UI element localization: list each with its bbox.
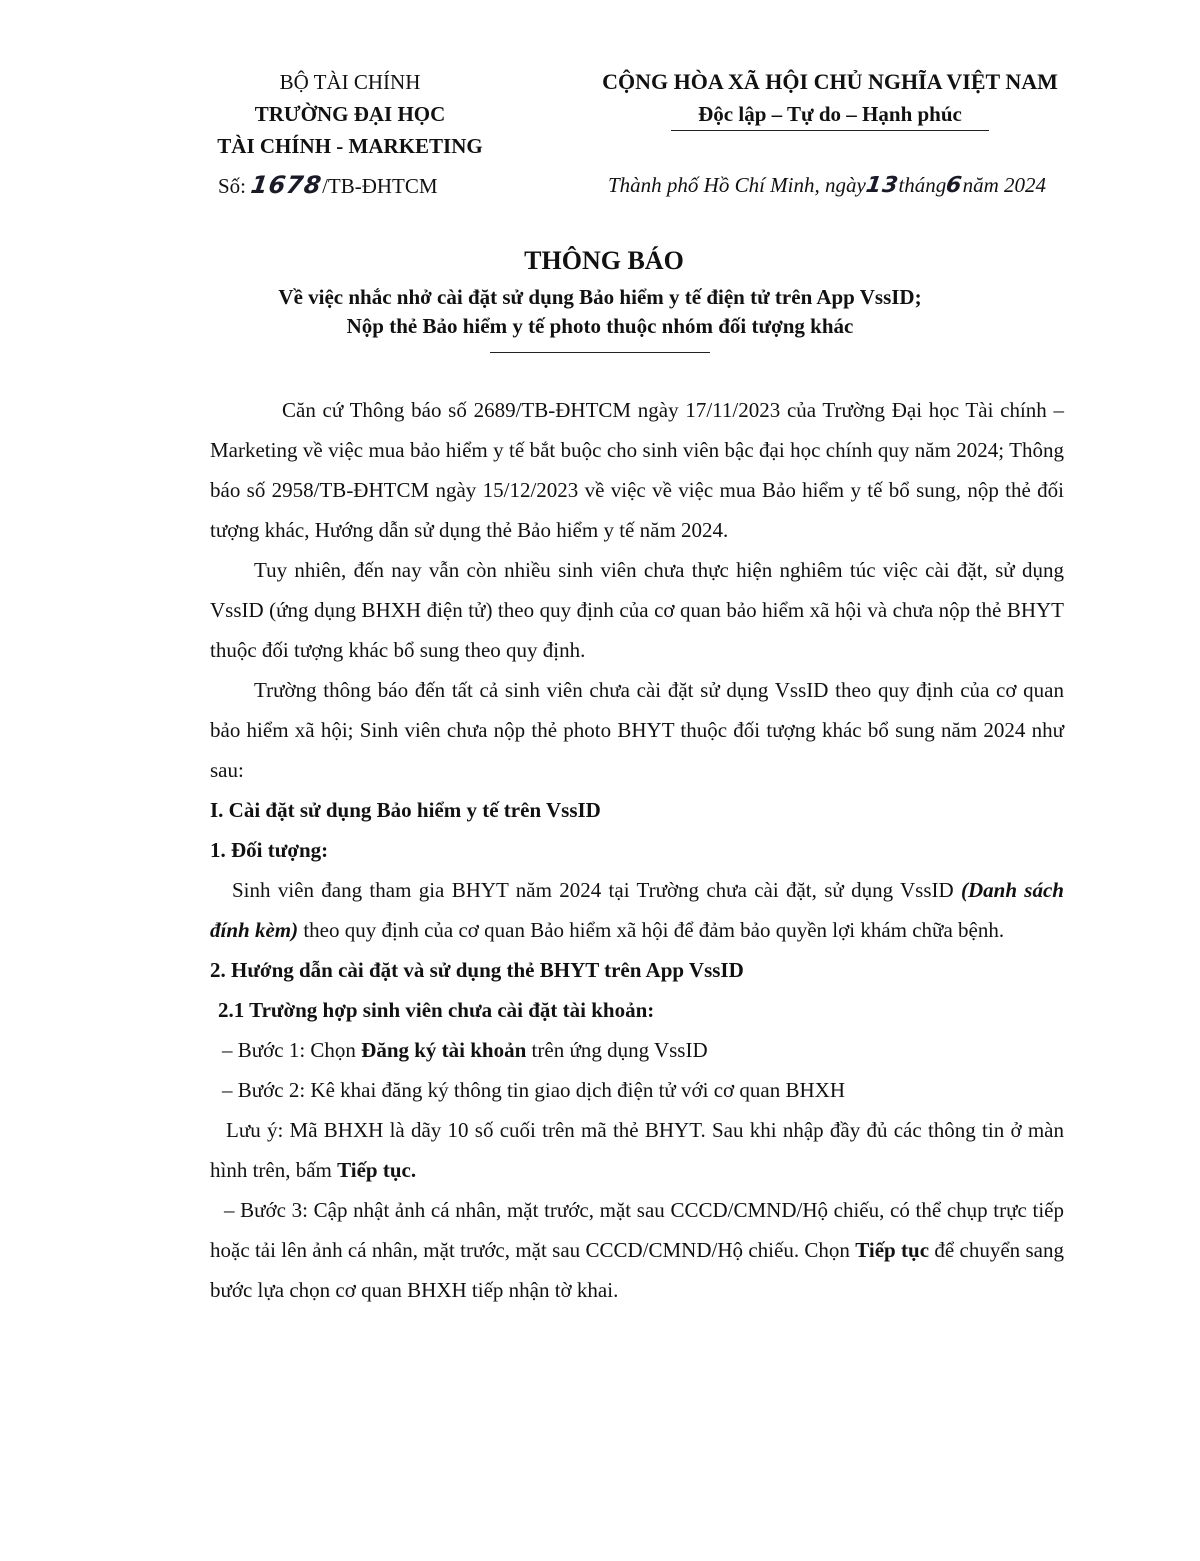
date-day-handwritten: 13 (864, 173, 901, 198)
document-body (210, 390, 1064, 1310)
target-text-start: Sinh viên đang tham gia BHYT năm 2024 tại Trường chưa cài đặt, sử dụng VssID (232, 878, 961, 902)
date-prefix: Thành phố Hồ Chí Minh, ngày (608, 173, 866, 197)
subitem-heading-2-1: 2.1 Trường hợp sinh viên chưa cài đặt tài khoản: (218, 998, 655, 1022)
republic-name: CỘNG HÒA XÃ HỘI CHỦ NGHĨA VIỆT NAM (602, 69, 1058, 94)
paragraph-however: Tuy nhiên, đến nay vẫn còn nhiều sinh viên chưa thực hiện nghiêm túc việc cài đặt, sử dụng VssID (ứng dụng BHXH điện tử) theo quy định của cơ quan bảo hiểm xã hội và chưa nộp thẻ BHYT thuộc đối tượng khác bổ sung theo quy định. (210, 558, 1064, 662)
item-heading-2: 2. Hướng dẫn cài đặt và sử dụng thẻ BHYT trên App VssID (210, 958, 744, 982)
note-bold: Tiếp tục. (337, 1158, 417, 1182)
doc-number-handwritten: 1678 (249, 171, 325, 199)
paragraph-announcement: Trường thông báo đến tất cả sinh viên chưa cài đặt sử dụng VssID theo quy định của cơ quan bảo hiểm xã hội; Sinh viên chưa nộp thẻ photo BHYT thuộc đối tượng khác bổ sung năm 2024 như sau: (210, 678, 1064, 782)
doc-number-suffix: /TB-ĐHTCM (322, 174, 438, 198)
motto-underline (671, 130, 989, 131)
school-name-line2: TÀI CHÍNH - MARKETING (217, 134, 483, 158)
doc-number-label: Số: (218, 174, 247, 198)
section-heading-1: I. Cài đặt sử dụng Bảo hiểm y tế trên VssID (210, 798, 601, 822)
attached-list-note: (Danh sách đính kèm) (210, 878, 1064, 942)
paragraph-basis: Căn cứ Thông báo số 2689/TB-ĐHTCM ngày 17/11/2023 của Trường Đại học Tài chính – Marketing về việc mua bảo hiểm y tế bắt buộc cho sinh viên bậc đại học chính quy năm 2024; Thông báo số 2958/TB-ĐHTCM ngày 15/12/2023 về việc về việc mua Bảo hiểm y tế bổ sung, nộp thẻ đối tượng khác, Hướng dẫn sử dụng thẻ Bảo hiểm y tế năm 2024. (210, 398, 1064, 542)
document-title: THÔNG BÁO (524, 246, 684, 275)
step-2: – Bước 2: Kê khai đăng ký thông tin giao dịch điện tử với cơ quan BHXH (222, 1078, 845, 1102)
subtitle-line1: Về việc nhắc nhở cài đặt sử dụng Bảo hiểm y tế điện tử trên App VssID; (278, 285, 922, 309)
step3-bold: Tiếp tục (855, 1238, 930, 1262)
subtitle-line2: Nộp thẻ Bảo hiểm y tế photo thuộc nhóm đối tượng khác (346, 314, 854, 338)
step-1 (210, 1030, 1064, 1070)
step3-text-end: để chuyển sang bước lựa chọn cơ quan BHXH tiếp nhận tờ khai. (210, 1238, 1064, 1302)
step1-bold: Đăng ký tài khoản (361, 1038, 527, 1062)
step1-text-end: trên ứng dụng VssID (526, 1038, 708, 1062)
step3-text-start: – Bước 3: Cập nhật ảnh cá nhân, mặt trước, mặt sau CCCD/CMND/Hộ chiếu, có thể chụp trực tiếp hoặc tải lên ảnh cá nhân, mặt trước, mặt sau CCCD/CMND/Hộ chiếu. Chọn (210, 1198, 1064, 1262)
step-3 (210, 1190, 1064, 1310)
target-text-end: theo quy định của cơ quan Bảo hiểm xã hội để đảm bảo quyền lợi khám chữa bệnh. (298, 918, 1005, 942)
ministry-name: BỘ TÀI CHÍNH (279, 70, 421, 94)
note-text: Lưu ý: Mã BHXH là dãy 10 số cuối trên mã thẻ BHYT. Sau khi nhập đầy đủ các thông tin ở màn hình trên, bấm (210, 1118, 1064, 1182)
note-paragraph (210, 1110, 1064, 1190)
date-month-handwritten: 6 (944, 173, 965, 198)
date-year: năm 2024 (962, 173, 1047, 197)
date-month-label: tháng (898, 173, 947, 197)
title-underline (490, 352, 710, 353)
date-line (608, 168, 1046, 203)
national-header (560, 66, 1100, 131)
paragraph-target (210, 870, 1064, 950)
step1-text-start: – Bước 1: Chọn (222, 1038, 362, 1062)
document-number (218, 168, 438, 203)
national-motto: Độc lập – Tự do – Hạnh phúc (698, 102, 962, 126)
school-name-line1: TRƯỜNG ĐẠI HỌC (254, 102, 446, 126)
issuer-block (190, 66, 510, 162)
item-heading-1: 1. Đối tượng: (210, 838, 329, 862)
document-subtitle (0, 283, 1200, 341)
